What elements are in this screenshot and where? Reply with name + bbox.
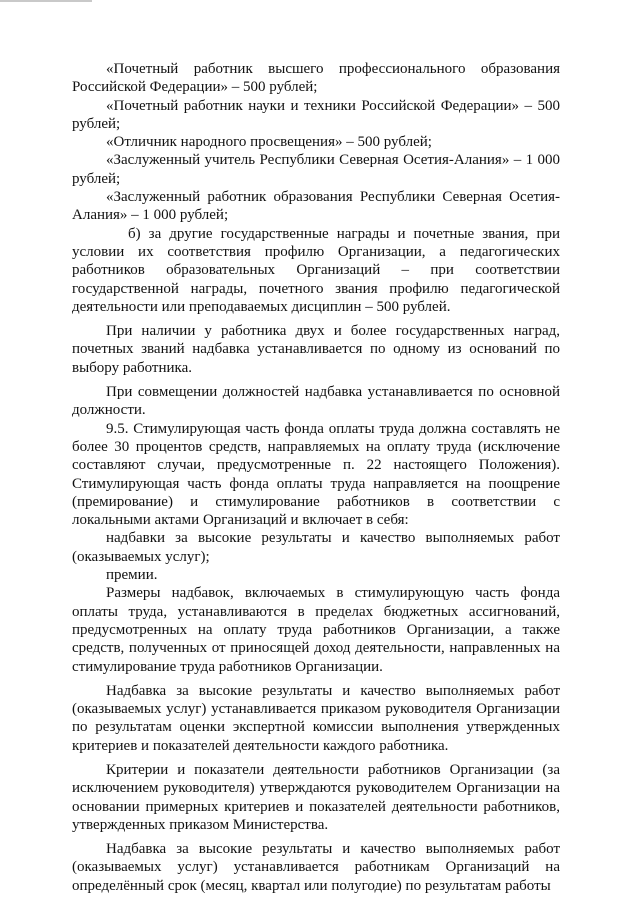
paragraph-combined-positions: При совмещении должностей надбавка устанавливается по основной должности. (72, 384, 560, 419)
paragraph-bonus-term: Надбавка за высокие результаты и качество выполняемых работ (оказываемых услуг) устанавливается работникам Организаций на определённый срок (месяц, квартал или полугодие) по результатам работы (72, 841, 560, 894)
top-edge-line (0, 0, 92, 2)
paragraph-bonus-amounts: Размеры надбавок, включаемых в стимулирующую часть фонда оплаты труда, устанавливаются в пределах бюджетных ассигнований, предусмотренных на оплату труда работников Организации, а также средств, полученных от приносящей доход деятельности, направленных на стимулирование труда работников Организации. (72, 585, 560, 675)
paragraph-bonus-order: Надбавка за высокие результаты и качество выполняемых работ (оказываемых услуг) устанавливается приказом руководителя Организации по результатам оценки экспертной комиссии выполнения утвержденных критериев и показателей деятельности каждого работника. (72, 682, 560, 754)
paragraph-award-honored-higher-education: «Почетный работник высшего профессионального образования Российской Федерации» – 500 рублей; (72, 61, 560, 96)
document-page (72, 60, 560, 895)
paragraph-award-science-technology: «Почетный работник науки и техники Российской Федерации» – 500 рублей; (72, 97, 560, 132)
paragraph-multiple-awards: При наличии у работника двух и более государственных наград, почетных званий надбавка устанавливается по одному из оснований по выбору работника. (72, 323, 560, 376)
paragraph-premiums-list-item: премии. (106, 567, 158, 584)
paragraph-bonus-list-item: надбавки за высокие результаты и качество выполняемых работ (оказываемых услуг); (72, 530, 560, 565)
paragraph-other-awards: б) за другие государственные награды и почетные звания, при условии их соответствия профилю Организации, а педагогических работников образовательных Организаций – при соответствии государственной награды, почетного звания профилю педагогической деятельности или преподаваемых дисциплин – 500 рублей. (72, 225, 560, 315)
paragraph-award-excellence-education: «Отличник народного просвещения» – 500 рублей; (106, 134, 432, 151)
paragraph-award-honored-teacher: «Заслуженный учитель Республики Северная Осетия-Алания» – 1 000 рублей; (72, 152, 560, 187)
paragraph-award-honored-education-worker: «Заслуженный работник образования Республики Северная Осетия-Алания» – 1 000 рублей; (72, 189, 560, 224)
paragraph-section-9-5: 9.5. Стимулирующая часть фонда оплаты труда должна составлять не более 30 процентов средств, направляемых на оплату труда (исключение составляют случаи, предусмотренные п. 22 настоящего Положения). Стимулирующая часть фонда оплаты труда направляется на поощрение (премирование) и стимулирование работников в соответствии с локальными актами Организаций и включает в себя: (72, 420, 560, 529)
paragraph-criteria: Критерии и показатели деятельности работников Организации (за исключением руководителя) утверждаются руководителем Организации на основании примерных критериев и показателей деятельности работников, утвержденных приказом Министерства. (72, 761, 560, 833)
